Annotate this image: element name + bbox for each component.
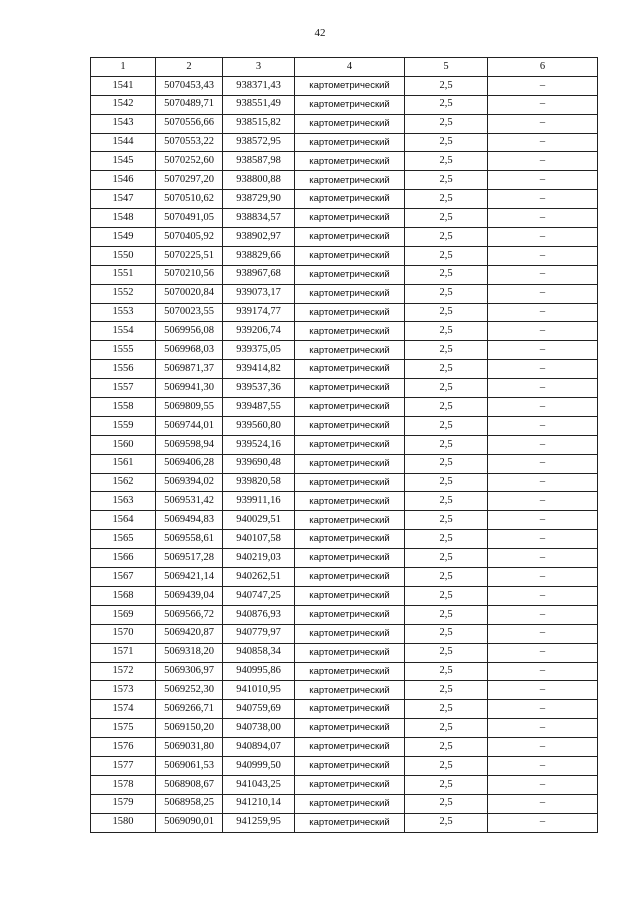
x-coordinate-cell: 5070491,05	[156, 209, 223, 228]
table-row	[91, 246, 598, 265]
accuracy-cell: 2,5	[405, 114, 488, 133]
method-cell: картометрический	[295, 398, 405, 417]
point-number-cell: 1559	[91, 416, 156, 435]
method-cell: картометрический	[295, 813, 405, 832]
note-cell: –	[488, 152, 598, 171]
header-cell-1: 1	[91, 58, 156, 77]
x-coordinate-cell: 5069941,30	[156, 379, 223, 398]
x-coordinate-cell: 5069090,01	[156, 813, 223, 832]
x-coordinate-cell: 5069266,71	[156, 700, 223, 719]
note-cell: –	[488, 114, 598, 133]
note-cell: –	[488, 738, 598, 757]
header-cell-5: 5	[405, 58, 488, 77]
y-coordinate-cell: 940738,00	[223, 719, 295, 738]
method-cell: картометрический	[295, 209, 405, 228]
table-row	[91, 341, 598, 360]
accuracy-cell: 2,5	[405, 549, 488, 568]
method-cell: картометрический	[295, 605, 405, 624]
method-cell: картометрический	[295, 756, 405, 775]
table-row	[91, 379, 598, 398]
note-cell: –	[488, 492, 598, 511]
note-cell: –	[488, 265, 598, 284]
note-cell: –	[488, 398, 598, 417]
point-number-cell: 1563	[91, 492, 156, 511]
y-coordinate-cell: 939537,36	[223, 379, 295, 398]
y-coordinate-cell: 940876,93	[223, 605, 295, 624]
point-number-cell: 1578	[91, 775, 156, 794]
x-coordinate-cell: 5069968,03	[156, 341, 223, 360]
x-coordinate-cell: 5069558,61	[156, 530, 223, 549]
table-body	[91, 76, 598, 832]
x-coordinate-cell: 5069318,20	[156, 643, 223, 662]
method-cell: картометрический	[295, 586, 405, 605]
x-coordinate-cell: 5069956,08	[156, 322, 223, 341]
y-coordinate-cell: 939560,80	[223, 416, 295, 435]
point-number-cell: 1552	[91, 284, 156, 303]
table-row	[91, 719, 598, 738]
accuracy-cell: 2,5	[405, 605, 488, 624]
table-row	[91, 190, 598, 209]
table-row	[91, 95, 598, 114]
table-row	[91, 492, 598, 511]
y-coordinate-cell: 938551,49	[223, 95, 295, 114]
table-row	[91, 435, 598, 454]
y-coordinate-cell: 939820,58	[223, 473, 295, 492]
y-coordinate-cell: 940759,69	[223, 700, 295, 719]
y-coordinate-cell: 938967,68	[223, 265, 295, 284]
accuracy-cell: 2,5	[405, 379, 488, 398]
accuracy-cell: 2,5	[405, 152, 488, 171]
table-row	[91, 813, 598, 832]
note-cell: –	[488, 775, 598, 794]
table-row	[91, 586, 598, 605]
accuracy-cell: 2,5	[405, 398, 488, 417]
accuracy-cell: 2,5	[405, 643, 488, 662]
point-number-cell: 1558	[91, 398, 156, 417]
y-coordinate-cell: 940219,03	[223, 549, 295, 568]
accuracy-cell: 2,5	[405, 511, 488, 530]
x-coordinate-cell: 5069406,28	[156, 454, 223, 473]
y-coordinate-cell: 939375,05	[223, 341, 295, 360]
header-cell-4: 4	[295, 58, 405, 77]
x-coordinate-cell: 5069252,30	[156, 681, 223, 700]
note-cell: –	[488, 794, 598, 813]
table-row	[91, 643, 598, 662]
table-row	[91, 738, 598, 757]
point-number-cell: 1580	[91, 813, 156, 832]
header-cell-3: 3	[223, 58, 295, 77]
method-cell: картометрический	[295, 700, 405, 719]
method-cell: картометрический	[295, 416, 405, 435]
x-coordinate-cell: 5069420,87	[156, 624, 223, 643]
note-cell: –	[488, 246, 598, 265]
method-cell: картометрический	[295, 341, 405, 360]
accuracy-cell: 2,5	[405, 719, 488, 738]
method-cell: картометрический	[295, 662, 405, 681]
method-cell: картометрический	[295, 549, 405, 568]
y-coordinate-cell: 940894,07	[223, 738, 295, 757]
method-cell: картометрический	[295, 454, 405, 473]
accuracy-cell: 2,5	[405, 738, 488, 757]
note-cell: –	[488, 435, 598, 454]
y-coordinate-cell: 938800,88	[223, 171, 295, 190]
note-cell: –	[488, 511, 598, 530]
point-number-cell: 1555	[91, 341, 156, 360]
y-coordinate-cell: 940999,50	[223, 756, 295, 775]
point-number-cell: 1545	[91, 152, 156, 171]
x-coordinate-cell: 5070297,20	[156, 171, 223, 190]
table-row	[91, 681, 598, 700]
method-cell: картометрический	[295, 360, 405, 379]
accuracy-cell: 2,5	[405, 416, 488, 435]
method-cell: картометрический	[295, 719, 405, 738]
note-cell: –	[488, 303, 598, 322]
accuracy-cell: 2,5	[405, 775, 488, 794]
accuracy-cell: 2,5	[405, 492, 488, 511]
accuracy-cell: 2,5	[405, 303, 488, 322]
table-row	[91, 303, 598, 322]
table-row	[91, 228, 598, 247]
note-cell: –	[488, 341, 598, 360]
method-cell: картометрический	[295, 492, 405, 511]
method-cell: картометрический	[295, 322, 405, 341]
table-row	[91, 549, 598, 568]
point-number-cell: 1566	[91, 549, 156, 568]
method-cell: картометрический	[295, 738, 405, 757]
y-coordinate-cell: 939690,48	[223, 454, 295, 473]
point-number-cell: 1546	[91, 171, 156, 190]
accuracy-cell: 2,5	[405, 813, 488, 832]
accuracy-cell: 2,5	[405, 662, 488, 681]
x-coordinate-cell: 5070225,51	[156, 246, 223, 265]
note-cell: –	[488, 719, 598, 738]
table-row	[91, 605, 598, 624]
table-row	[91, 171, 598, 190]
point-number-cell: 1572	[91, 662, 156, 681]
y-coordinate-cell: 938829,66	[223, 246, 295, 265]
table-row	[91, 454, 598, 473]
point-number-cell: 1547	[91, 190, 156, 209]
note-cell: –	[488, 209, 598, 228]
point-number-cell: 1548	[91, 209, 156, 228]
method-cell: картометрический	[295, 530, 405, 549]
method-cell: картометрический	[295, 568, 405, 587]
x-coordinate-cell: 5070556,66	[156, 114, 223, 133]
note-cell: –	[488, 284, 598, 303]
accuracy-cell: 2,5	[405, 454, 488, 473]
x-coordinate-cell: 5068958,25	[156, 794, 223, 813]
point-number-cell: 1573	[91, 681, 156, 700]
accuracy-cell: 2,5	[405, 190, 488, 209]
accuracy-cell: 2,5	[405, 756, 488, 775]
accuracy-cell: 2,5	[405, 341, 488, 360]
y-coordinate-cell: 940029,51	[223, 511, 295, 530]
y-coordinate-cell: 939174,77	[223, 303, 295, 322]
y-coordinate-cell: 938371,43	[223, 76, 295, 95]
accuracy-cell: 2,5	[405, 209, 488, 228]
note-cell: –	[488, 681, 598, 700]
y-coordinate-cell: 938587,98	[223, 152, 295, 171]
y-coordinate-cell: 940995,86	[223, 662, 295, 681]
note-cell: –	[488, 586, 598, 605]
method-cell: картометрический	[295, 435, 405, 454]
header-cell-6: 6	[488, 58, 598, 77]
header-row	[91, 58, 598, 77]
y-coordinate-cell: 938729,90	[223, 190, 295, 209]
accuracy-cell: 2,5	[405, 360, 488, 379]
method-cell: картометрический	[295, 152, 405, 171]
point-number-cell: 1550	[91, 246, 156, 265]
table-row	[91, 775, 598, 794]
x-coordinate-cell: 5069421,14	[156, 568, 223, 587]
note-cell: –	[488, 624, 598, 643]
y-coordinate-cell: 939073,17	[223, 284, 295, 303]
accuracy-cell: 2,5	[405, 246, 488, 265]
x-coordinate-cell: 5069744,01	[156, 416, 223, 435]
note-cell: –	[488, 568, 598, 587]
table-row	[91, 398, 598, 417]
table-row	[91, 662, 598, 681]
point-number-cell: 1556	[91, 360, 156, 379]
table-row	[91, 114, 598, 133]
method-cell: картометрический	[295, 190, 405, 209]
note-cell: –	[488, 133, 598, 152]
note-cell: –	[488, 700, 598, 719]
accuracy-cell: 2,5	[405, 530, 488, 549]
x-coordinate-cell: 5069871,37	[156, 360, 223, 379]
accuracy-cell: 2,5	[405, 322, 488, 341]
x-coordinate-cell: 5070453,43	[156, 76, 223, 95]
table-row	[91, 360, 598, 379]
note-cell: –	[488, 662, 598, 681]
point-number-cell: 1560	[91, 435, 156, 454]
note-cell: –	[488, 171, 598, 190]
y-coordinate-cell: 938572,95	[223, 133, 295, 152]
header-cell-2: 2	[156, 58, 223, 77]
accuracy-cell: 2,5	[405, 171, 488, 190]
table-row	[91, 473, 598, 492]
point-number-cell: 1543	[91, 114, 156, 133]
note-cell: –	[488, 379, 598, 398]
accuracy-cell: 2,5	[405, 586, 488, 605]
method-cell: картометрический	[295, 775, 405, 794]
x-coordinate-cell: 5069494,83	[156, 511, 223, 530]
x-coordinate-cell: 5069531,42	[156, 492, 223, 511]
note-cell: –	[488, 322, 598, 341]
point-number-cell: 1576	[91, 738, 156, 757]
note-cell: –	[488, 530, 598, 549]
table-row	[91, 530, 598, 549]
method-cell: картометрический	[295, 114, 405, 133]
point-number-cell: 1571	[91, 643, 156, 662]
x-coordinate-cell: 5070210,56	[156, 265, 223, 284]
y-coordinate-cell: 939487,55	[223, 398, 295, 417]
method-cell: картометрический	[295, 624, 405, 643]
accuracy-cell: 2,5	[405, 133, 488, 152]
table-row	[91, 416, 598, 435]
method-cell: картометрический	[295, 303, 405, 322]
accuracy-cell: 2,5	[405, 95, 488, 114]
table-row	[91, 511, 598, 530]
table-row	[91, 152, 598, 171]
point-number-cell: 1542	[91, 95, 156, 114]
note-cell: –	[488, 549, 598, 568]
method-cell: картометрический	[295, 246, 405, 265]
y-coordinate-cell: 938902,97	[223, 228, 295, 247]
method-cell: картометрический	[295, 95, 405, 114]
note-cell: –	[488, 756, 598, 775]
y-coordinate-cell: 939206,74	[223, 322, 295, 341]
x-coordinate-cell: 5070405,92	[156, 228, 223, 247]
accuracy-cell: 2,5	[405, 700, 488, 719]
point-number-cell: 1541	[91, 76, 156, 95]
table-row	[91, 76, 598, 95]
note-cell: –	[488, 813, 598, 832]
x-coordinate-cell: 5069394,02	[156, 473, 223, 492]
note-cell: –	[488, 228, 598, 247]
point-number-cell: 1569	[91, 605, 156, 624]
table-row	[91, 322, 598, 341]
table-row	[91, 794, 598, 813]
y-coordinate-cell: 939414,82	[223, 360, 295, 379]
note-cell: –	[488, 605, 598, 624]
point-number-cell: 1551	[91, 265, 156, 284]
method-cell: картометрический	[295, 511, 405, 530]
x-coordinate-cell: 5069061,53	[156, 756, 223, 775]
point-number-cell: 1574	[91, 700, 156, 719]
point-number-cell: 1570	[91, 624, 156, 643]
point-number-cell: 1553	[91, 303, 156, 322]
x-coordinate-cell: 5070023,55	[156, 303, 223, 322]
accuracy-cell: 2,5	[405, 284, 488, 303]
accuracy-cell: 2,5	[405, 228, 488, 247]
point-number-cell: 1544	[91, 133, 156, 152]
point-number-cell: 1567	[91, 568, 156, 587]
y-coordinate-cell: 941010,95	[223, 681, 295, 700]
method-cell: картометрический	[295, 265, 405, 284]
x-coordinate-cell: 5069150,20	[156, 719, 223, 738]
accuracy-cell: 2,5	[405, 568, 488, 587]
point-number-cell: 1577	[91, 756, 156, 775]
method-cell: картометрический	[295, 473, 405, 492]
accuracy-cell: 2,5	[405, 265, 488, 284]
note-cell: –	[488, 643, 598, 662]
y-coordinate-cell: 941043,25	[223, 775, 295, 794]
method-cell: картометрический	[295, 228, 405, 247]
accuracy-cell: 2,5	[405, 76, 488, 95]
note-cell: –	[488, 95, 598, 114]
x-coordinate-cell: 5069517,28	[156, 549, 223, 568]
x-coordinate-cell: 5069809,55	[156, 398, 223, 417]
table-row	[91, 209, 598, 228]
point-number-cell: 1565	[91, 530, 156, 549]
y-coordinate-cell: 940858,34	[223, 643, 295, 662]
table-row	[91, 624, 598, 643]
table-row	[91, 756, 598, 775]
note-cell: –	[488, 76, 598, 95]
accuracy-cell: 2,5	[405, 435, 488, 454]
x-coordinate-cell: 5069566,72	[156, 605, 223, 624]
point-number-cell: 1579	[91, 794, 156, 813]
point-number-cell: 1561	[91, 454, 156, 473]
table-row	[91, 284, 598, 303]
method-cell: картометрический	[295, 379, 405, 398]
method-cell: картометрический	[295, 133, 405, 152]
y-coordinate-cell: 940262,51	[223, 568, 295, 587]
y-coordinate-cell: 941259,95	[223, 813, 295, 832]
x-coordinate-cell: 5069439,04	[156, 586, 223, 605]
method-cell: картометрический	[295, 794, 405, 813]
point-number-cell: 1564	[91, 511, 156, 530]
method-cell: картометрический	[295, 681, 405, 700]
accuracy-cell: 2,5	[405, 794, 488, 813]
y-coordinate-cell: 941210,14	[223, 794, 295, 813]
note-cell: –	[488, 416, 598, 435]
x-coordinate-cell: 5069031,80	[156, 738, 223, 757]
x-coordinate-cell: 5070553,22	[156, 133, 223, 152]
y-coordinate-cell: 940779,97	[223, 624, 295, 643]
method-cell: картометрический	[295, 643, 405, 662]
point-number-cell: 1575	[91, 719, 156, 738]
accuracy-cell: 2,5	[405, 473, 488, 492]
point-number-cell: 1568	[91, 586, 156, 605]
table-row	[91, 133, 598, 152]
x-coordinate-cell: 5069306,97	[156, 662, 223, 681]
note-cell: –	[488, 190, 598, 209]
y-coordinate-cell: 940747,25	[223, 586, 295, 605]
method-cell: картометрический	[295, 76, 405, 95]
table-row	[91, 568, 598, 587]
table-header	[91, 58, 598, 77]
y-coordinate-cell: 939524,16	[223, 435, 295, 454]
y-coordinate-cell: 938515,82	[223, 114, 295, 133]
accuracy-cell: 2,5	[405, 624, 488, 643]
note-cell: –	[488, 360, 598, 379]
note-cell: –	[488, 473, 598, 492]
x-coordinate-cell: 5070020,84	[156, 284, 223, 303]
y-coordinate-cell: 939911,16	[223, 492, 295, 511]
x-coordinate-cell: 5068908,67	[156, 775, 223, 794]
point-number-cell: 1554	[91, 322, 156, 341]
y-coordinate-cell: 940107,58	[223, 530, 295, 549]
method-cell: картометрический	[295, 171, 405, 190]
point-number-cell: 1557	[91, 379, 156, 398]
x-coordinate-cell: 5069598,94	[156, 435, 223, 454]
y-coordinate-cell: 938834,57	[223, 209, 295, 228]
x-coordinate-cell: 5070489,71	[156, 95, 223, 114]
page-number: 42	[314, 27, 326, 39]
method-cell: картометрический	[295, 284, 405, 303]
x-coordinate-cell: 5070252,60	[156, 152, 223, 171]
x-coordinate-cell: 5070510,62	[156, 190, 223, 209]
table-row	[91, 265, 598, 284]
note-cell: –	[488, 454, 598, 473]
coordinates-table	[90, 57, 598, 833]
point-number-cell: 1562	[91, 473, 156, 492]
accuracy-cell: 2,5	[405, 681, 488, 700]
point-number-cell: 1549	[91, 228, 156, 247]
table-row	[91, 700, 598, 719]
